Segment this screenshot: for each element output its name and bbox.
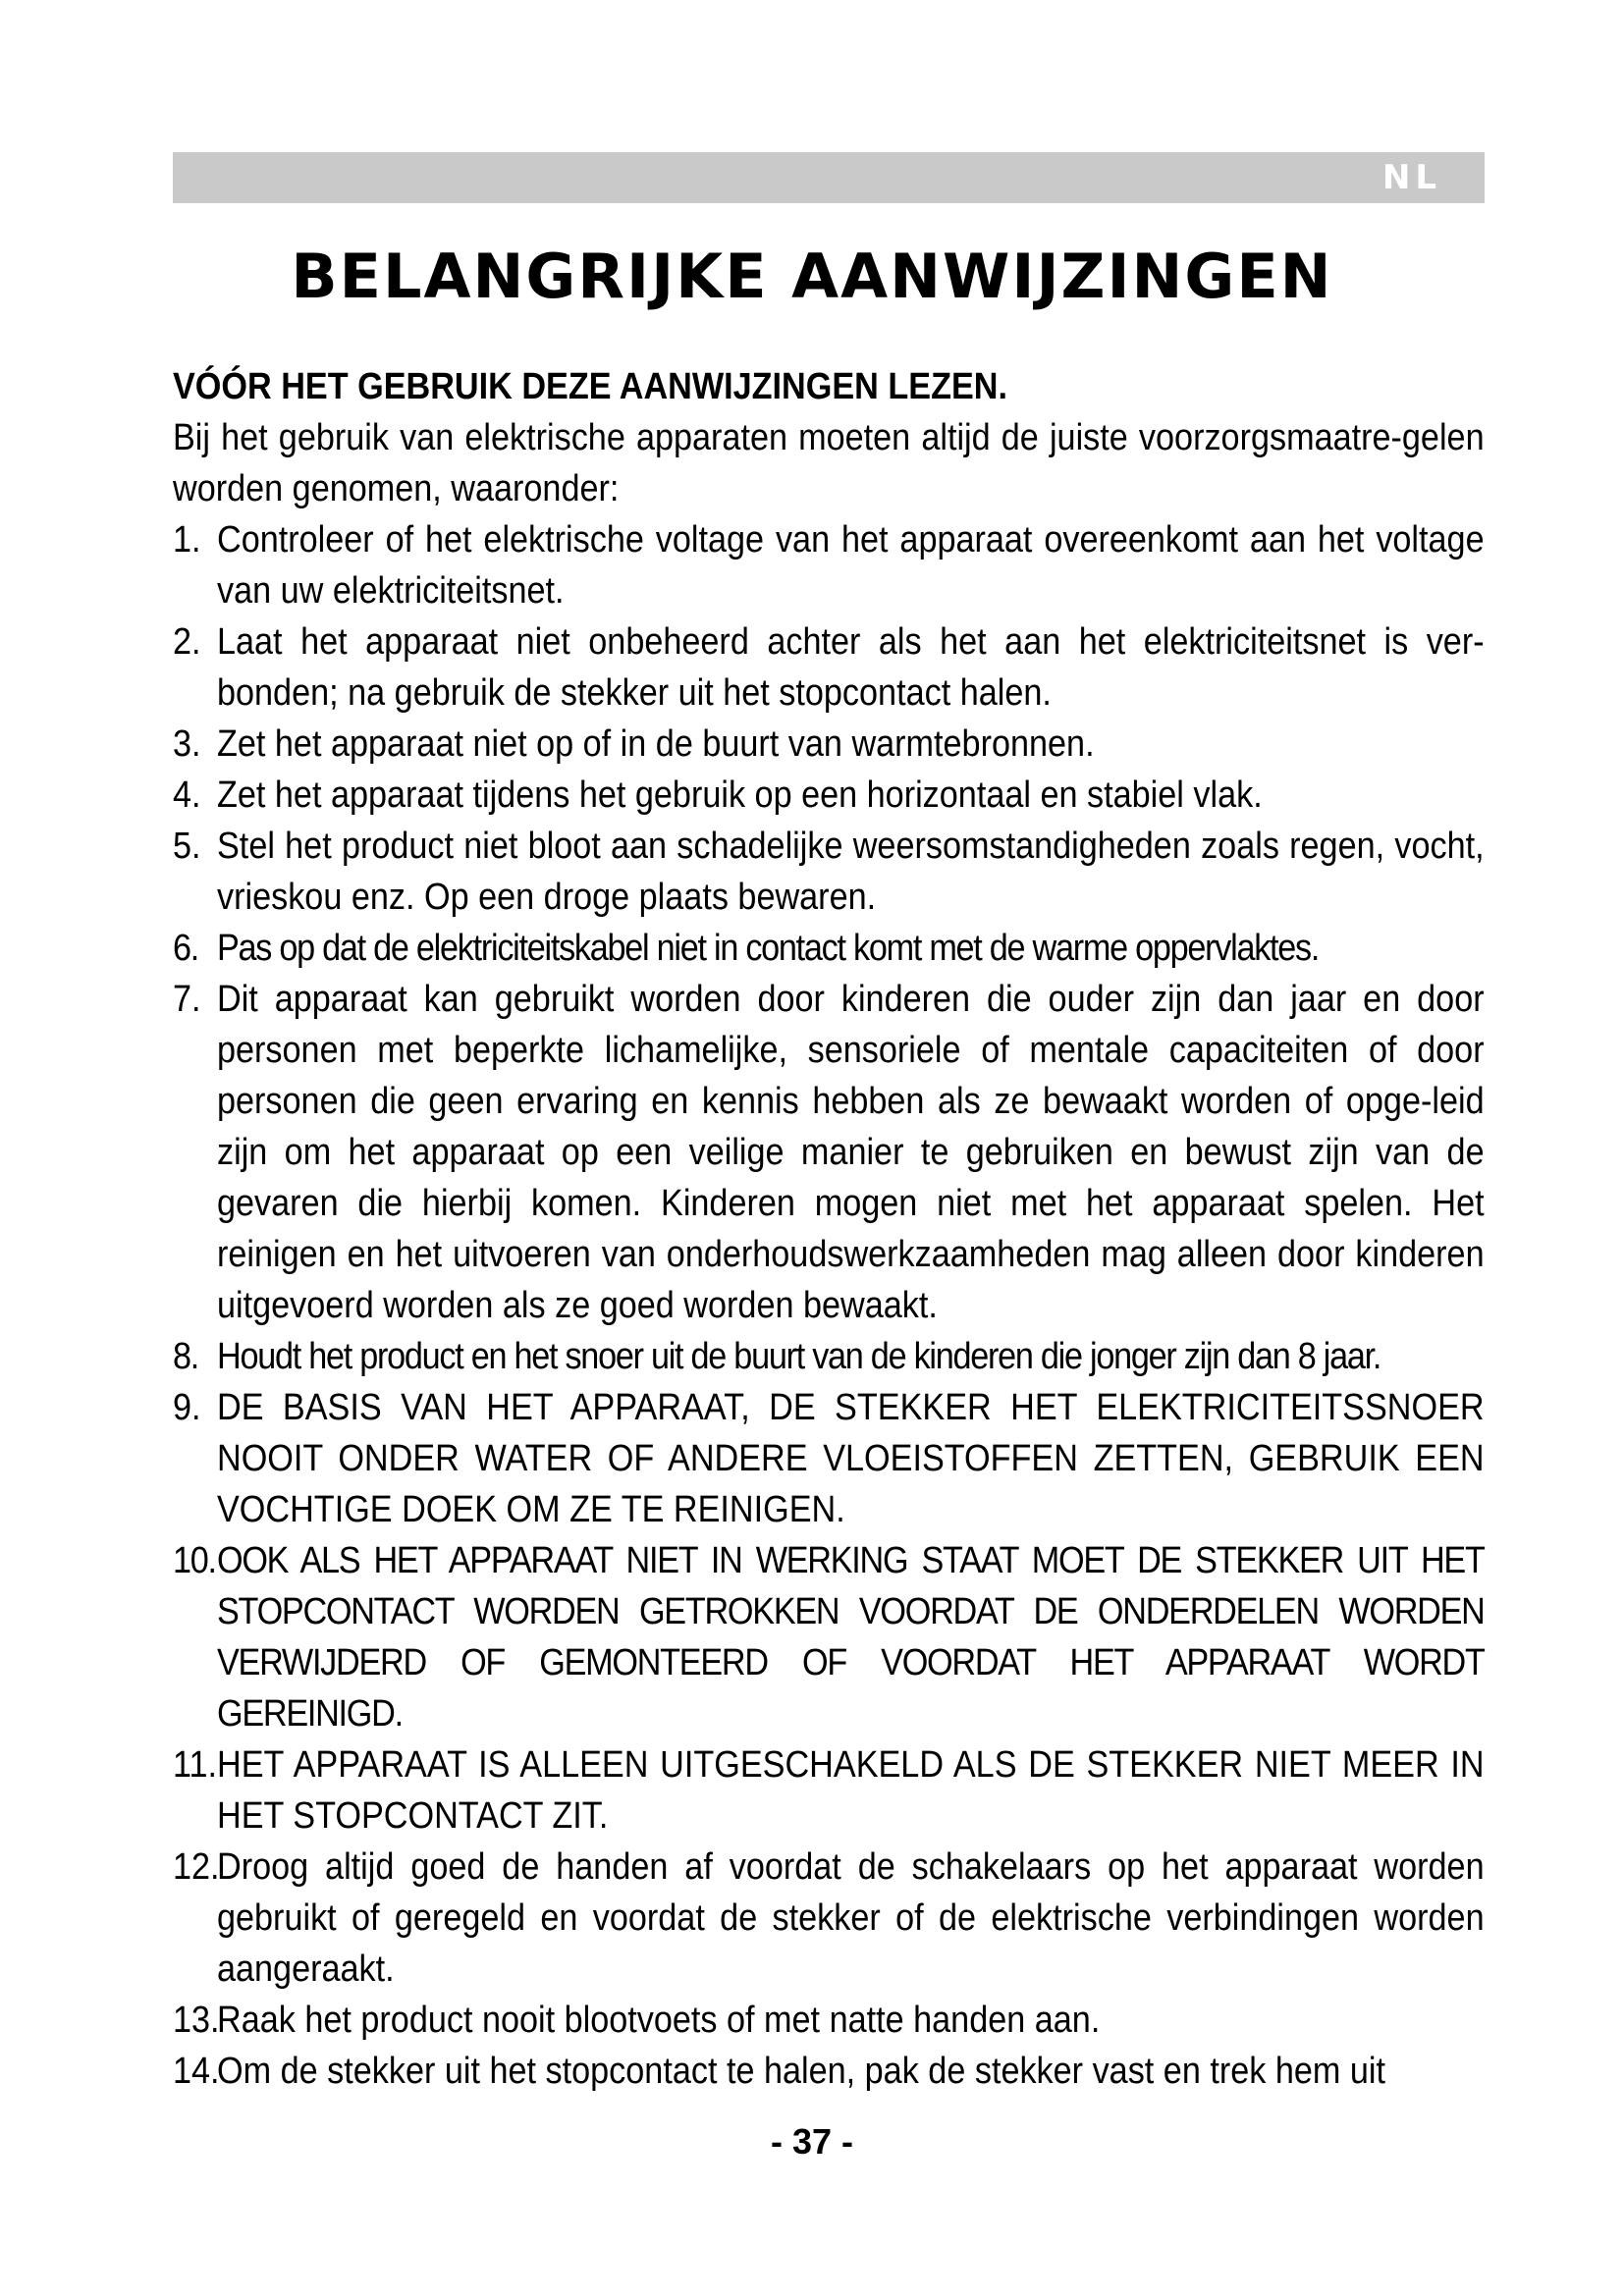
language-header-bar bbox=[173, 152, 1485, 203]
page-number: - 37 - bbox=[770, 2121, 854, 2162]
item-text: Dit apparaat kan gebruikt worden door kinderen die ouder zijn dan jaar en door personen met beperkte lichamelijke, sensoriele of mentale capaciteiten of door personen die geen ervaring en kennis hebben als ze bewaakt worden of opge-leid zijn om het apparaat op een veilige manier te gebruiken en bewust zijn van de gevaren die hierbij komen. Kinderen mogen niet met het apparaat spelen. Het reinigen en het uitvoeren van onderhoudswerkzaamheden mag alleen door kinderen uitgevoerd worden als ze goed worden bewaakt. bbox=[217, 979, 1485, 1326]
item-text: Stel het product niet bloot aan schadelijke weersomstandigheden zoals regen, vocht, vrieskou enz. Op een droge plaats bewaren. bbox=[217, 826, 1485, 918]
item-number: 6. bbox=[173, 928, 199, 969]
item-number: 10. bbox=[173, 1540, 216, 1581]
instruction-item bbox=[173, 1331, 1485, 1382]
page-title: BELANGRIJKE AANWIJZINGEN bbox=[291, 240, 1333, 312]
item-number: 5. bbox=[173, 826, 201, 867]
item-number: 2. bbox=[173, 621, 201, 663]
item-number: 4. bbox=[173, 774, 201, 816]
instruction-item bbox=[173, 1842, 1485, 1995]
instruction-item bbox=[173, 821, 1485, 923]
language-code: NL bbox=[1381, 158, 1441, 197]
instruction-item bbox=[173, 974, 1485, 1331]
intro-text: Bij het gebruik van elektrische apparaten moeten altijd de juiste voorzorgsmaatre-gelen worden genomen, waaronder: bbox=[173, 417, 1485, 509]
item-number: 11. bbox=[173, 1744, 218, 1786]
item-number: 3. bbox=[173, 723, 201, 765]
item-text: Droog altijd goed de handen af voordat de schakelaars op het apparaat worden gebruikt of geregeld en voordat de stekker of de elektrische verbindingen worden aangeraakt. bbox=[217, 1846, 1485, 1990]
item-text: Raak het product nooit blootvoets of met natte handen aan. bbox=[217, 2000, 1101, 2041]
item-number: 9. bbox=[173, 1387, 201, 1428]
item-number: 13. bbox=[173, 2000, 220, 2041]
instruction-item bbox=[173, 1739, 1485, 1842]
item-text: HET APPARAAT IS ALLEEN UITGESCHAKELD ALS DE STEKKER NIET MEER IN HET STOPCONTACT ZIT. bbox=[217, 1744, 1485, 1837]
item-text: Laat het apparaat niet onbeheerd achter als het aan het elektriciteitsnet is ver-bonden; na gebruik de stekker uit het stopcontact halen. bbox=[217, 621, 1485, 714]
item-text: OOK ALS HET APPARAAT NIET IN WERKING STAAT MOET DE STEKKER UIT HET STOPCONTACT WORDEN GETROKKEN VOORDAT DE ONDERDELEN WORDEN VERWIJDERD OF GEMONTEERD OF VOORDAT HET APPARAAT WORDT GEREINIGD. bbox=[217, 1540, 1485, 1735]
item-number: 7. bbox=[173, 979, 201, 1020]
item-text: Om de stekker uit het stopcontact te halen, pak de stekker vast en trek hem uit bbox=[217, 2051, 1386, 2092]
item-number: 12. bbox=[173, 1846, 220, 1888]
item-number: 14. bbox=[173, 2051, 220, 2092]
instruction-item bbox=[173, 616, 1485, 719]
item-text: Controleer of het elektrische voltage van het apparaat overeenkomt aan het voltage van uw elektriciteitsnet. bbox=[217, 519, 1485, 612]
instruction-item bbox=[173, 719, 1485, 770]
instruction-item bbox=[173, 514, 1485, 616]
item-text: Houdt het product en het snoer uit de buurt van de kinderen die jonger zijn dan 8 jaar. bbox=[217, 1336, 1381, 1377]
instruction-item bbox=[173, 2046, 1485, 2097]
instructions-body bbox=[173, 361, 1485, 2097]
item-text: Zet het apparaat niet op of in de buurt van warmtebronnen. bbox=[217, 723, 1095, 765]
item-text: DE BASIS VAN HET APPARAAT, DE STEKKER HET ELEKTRICITEITSSNOER NOOIT ONDER WATER OF ANDERE VLOEISTOFFEN ZETTEN, GEBRUIK EEN VOCHTIGE DOEK OM ZE TE REINIGEN. bbox=[217, 1387, 1485, 1530]
instruction-item bbox=[173, 770, 1485, 821]
instruction-item bbox=[173, 1382, 1485, 1535]
item-number: 8. bbox=[173, 1336, 199, 1377]
instruction-item bbox=[173, 923, 1485, 974]
instruction-item bbox=[173, 1995, 1485, 2046]
instruction-item bbox=[173, 1535, 1485, 1739]
instruction-list bbox=[173, 514, 1485, 2097]
item-number: 1. bbox=[173, 519, 201, 561]
intro-heading: VÓÓR HET GEBRUIK DEZE AANWIJZINGEN LEZEN. bbox=[173, 366, 1007, 407]
item-text: Zet het apparaat tijdens het gebruik op een horizontaal en stabiel vlak. bbox=[217, 774, 1263, 816]
item-text: Pas op dat de elektriciteitskabel niet in contact komt met de warme oppervlaktes. bbox=[217, 928, 1320, 969]
